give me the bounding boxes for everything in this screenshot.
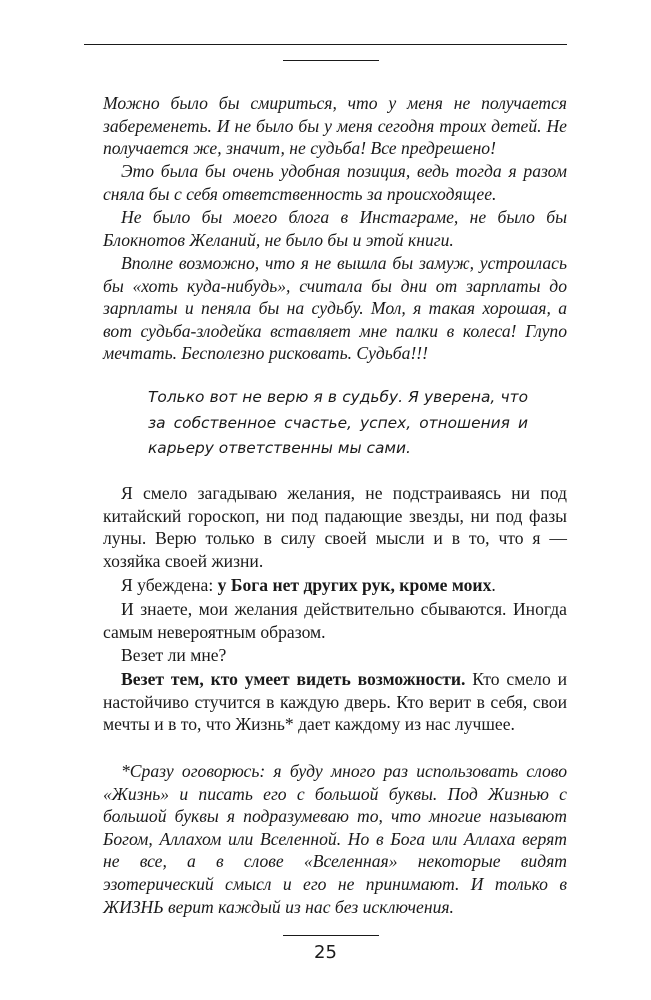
body-paragraph-1: Я смело загадываю желания, не подстраиваясь ни под китайский гороскоп, ни под падающие звезды, ни под фазы луны. Верю только в силу своей мысли и в то, что я — хозяйка своей жизни. [103,483,567,571]
top-short-rule [283,60,379,61]
footnote: *Сразу оговорюсь: я буду много раз использовать слово «Жизнь» и писать его с большой буквы. Под Жизнью с большой буквы я подразумеваю то, что многие называют Богом, Аллахом или Вселенной. Но в Бога или Аллаха верят не все, а в слове «Вселенная» некоторые видят эзотерический смысл и его не принимают. И только в ЖИЗНЬ верит каждый из нас без исключения. [103,761,567,917]
body-paragraph-5 [103,668,567,736]
p5-rest: Кто смело и настойчиво стучится в каждую дверь. Кто верит в себя, свои мечты и в то, что Жизнь* дает каждому из нас лучшее. [103,669,568,735]
p2-bold: у Бога нет других рук, кроме моих [217,575,492,595]
body-paragraph-2 [103,574,567,597]
p2-end: . [491,575,496,595]
italic-paragraph-3: Не было бы моего блога в Инстаграме, не было бы Блокнотов Желаний, не было бы и этой книги. [103,207,567,250]
body-paragraph-4: Везет ли мне? [121,645,227,665]
bottom-rule [283,935,379,936]
italic-paragraph-4: Вполне возможно, что я не вышла бы замуж, устроилась бы «хоть куда-нибудь», считала бы дни от зарплаты до зарплаты и пеняла бы на судьбу. Мол, я такая хорошая, а вот судьба-злодейка вставляет мне палки в колеса! Глупо мечтать. Бесполезно рисковать. Судьба!!! [103,253,567,364]
italic-paragraph-1: Можно было бы смириться, что у меня не получается забеременеть. И не было бы у меня сегодня троих детей. Не получается же, значит, не судьба! Все предрешено! [103,93,567,159]
p2-lead: Я убеждена: [121,575,218,595]
body-paragraph-3: И знаете, мои желания действительно сбываются. Иногда самым невероятным образом. [103,599,567,642]
p5-bold: Везет тем, кто умеет видеть возможности. [121,669,466,689]
italic-paragraph-2: Это была бы очень удобная позиция, ведь тогда я разом сняла бы с себя ответственность за происходящее. [103,161,567,204]
top-rule [84,44,567,45]
pull-quote: Только вот не верю я в судьбу. Я уверена, что за собственное счастье, успех, отношения и карьеру ответственны мы сами. [148,388,528,457]
page-number: 25 [314,942,337,963]
